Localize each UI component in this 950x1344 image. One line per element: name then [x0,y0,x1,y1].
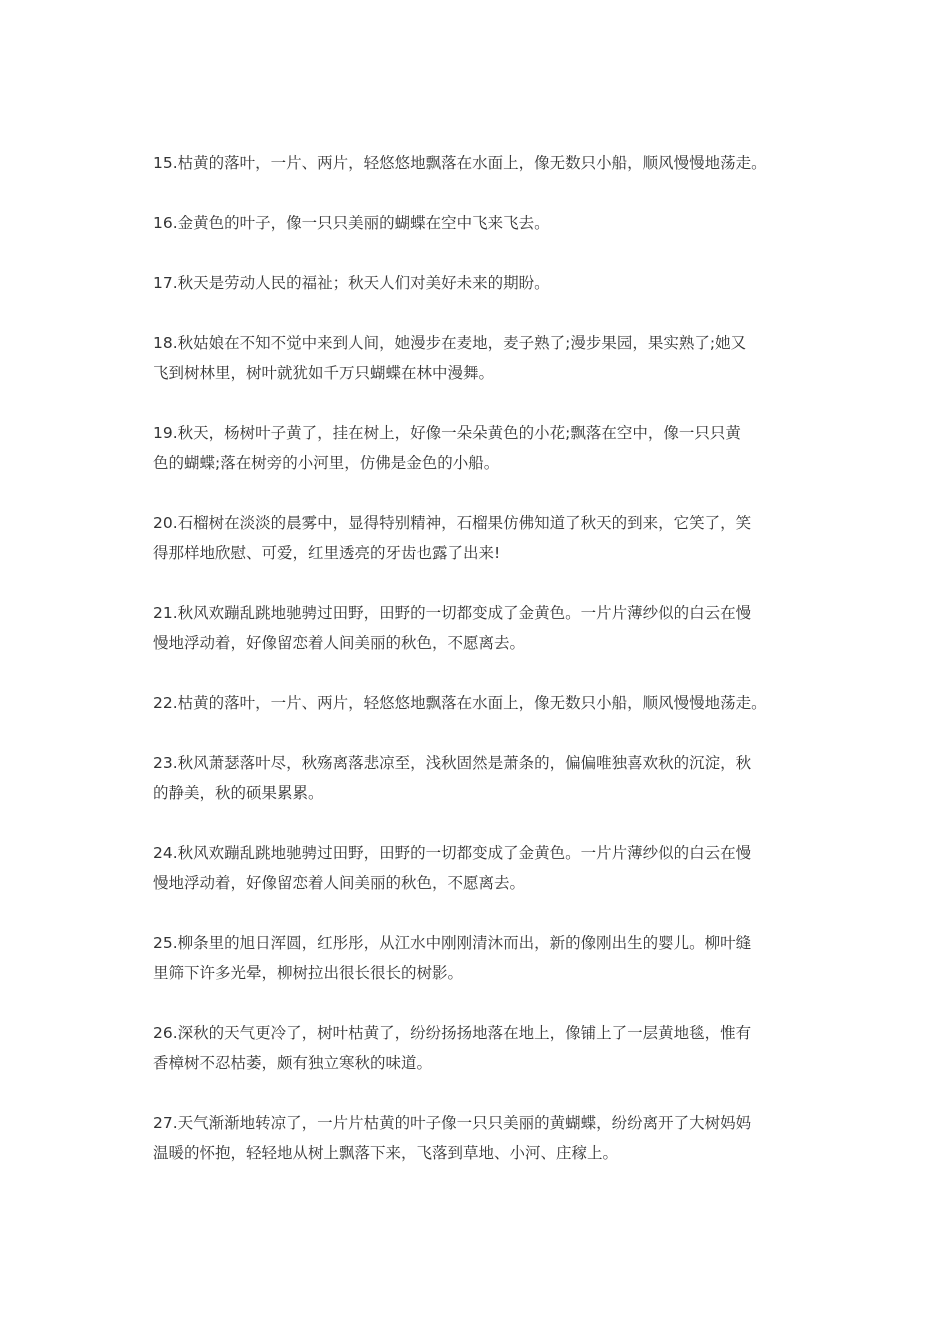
paragraph-line: 26.深秋的天气更冷了，树叶枯黄了，纷纷扬扬地落在地上，像铺上了一层黄地毯，惟有 [153,1024,752,1042]
paragraph-line: 得那样地欣慰、可爱，红里透亮的牙齿也露了出来! [153,544,501,562]
paragraph-27 [153,1108,813,1168]
paragraph-22 [153,688,813,718]
paragraph-line: 24.秋风欢蹦乱跳地驰骋过田野，田野的一切都变成了金黄色。一片片薄纱似的白云在慢 [153,844,752,862]
paragraph-line: 25.柳条里的旭日浑圆，红彤彤，从江水中刚刚清沐而出，新的像刚出生的婴儿。柳叶缝 [153,934,752,952]
paragraph-26 [153,1018,813,1078]
paragraph-18 [153,328,813,388]
paragraph-line: 21.秋风欢蹦乱跳地驰骋过田野，田野的一切都变成了金黄色。一片片薄纱似的白云在慢 [153,604,752,622]
paragraph-20 [153,508,813,568]
paragraph-16 [153,208,813,238]
paragraph-15 [153,148,813,178]
paragraph-line: 23.秋风萧瑟落叶尽，秋殇离落悲凉至，浅秋固然是萧条的，偏偏唯独喜欢秋的沉淀，秋 [153,754,752,772]
paragraph-line: 飞到树林里，树叶就犹如千万只蝴蝶在林中漫舞。 [153,364,495,382]
paragraph-line: 15.枯黄的落叶，一片、两片，轻悠悠地飘落在水面上，像无数只小船，顺风慢慢地荡走。 [153,154,767,172]
paragraph-25 [153,928,813,988]
paragraph-line: 17.秋天是劳动人民的福祉；秋天人们对美好未来的期盼。 [153,274,550,292]
paragraph-line: 19.秋天，杨树叶子黄了，挂在树上，好像一朵朵黄色的小花;飘落在空中，像一只只黄 [153,424,741,442]
paragraph-line: 温暖的怀抱，轻轻地从树上飘落下来，飞落到草地、小河、庄稼上。 [153,1144,619,1162]
paragraph-line: 的静美，秋的硕果累累。 [153,784,324,802]
document-body [153,148,813,1198]
paragraph-line: 20.石榴树在淡淡的晨雾中，显得特别精神，石榴果仿佛知道了秋天的到来，它笑了，笑 [153,514,752,532]
paragraph-line: 16.金黄色的叶子，像一只只美丽的蝴蝶在空中飞来飞去。 [153,214,550,232]
paragraph-17 [153,268,813,298]
paragraph-line: 18.秋姑娘在不知不觉中来到人间，她漫步在麦地，麦子熟了;漫步果园，果实熟了;她又 [153,334,747,352]
paragraph-19 [153,418,813,478]
paragraph-line: 色的蝴蝶;落在树旁的小河里，仿佛是金色的小船。 [153,454,500,472]
paragraph-24 [153,838,813,898]
paragraph-23 [153,748,813,808]
paragraph-line: 里筛下许多光晕，柳树拉出很长很长的树影。 [153,964,464,982]
paragraph-line: 慢地浮动着，好像留恋着人间美丽的秋色，不愿离去。 [153,634,526,652]
paragraph-line: 慢地浮动着，好像留恋着人间美丽的秋色，不愿离去。 [153,874,526,892]
paragraph-21 [153,598,813,658]
paragraph-line: 香樟树不忍枯萎，颇有独立寒秋的味道。 [153,1054,433,1072]
paragraph-line: 27.天气渐渐地转凉了，一片片枯黄的叶子像一只只美丽的黄蝴蝶，纷纷离开了大树妈妈 [153,1114,752,1132]
paragraph-line: 22.枯黄的落叶，一片、两片，轻悠悠地飘落在水面上，像无数只小船，顺风慢慢地荡走。 [153,694,767,712]
